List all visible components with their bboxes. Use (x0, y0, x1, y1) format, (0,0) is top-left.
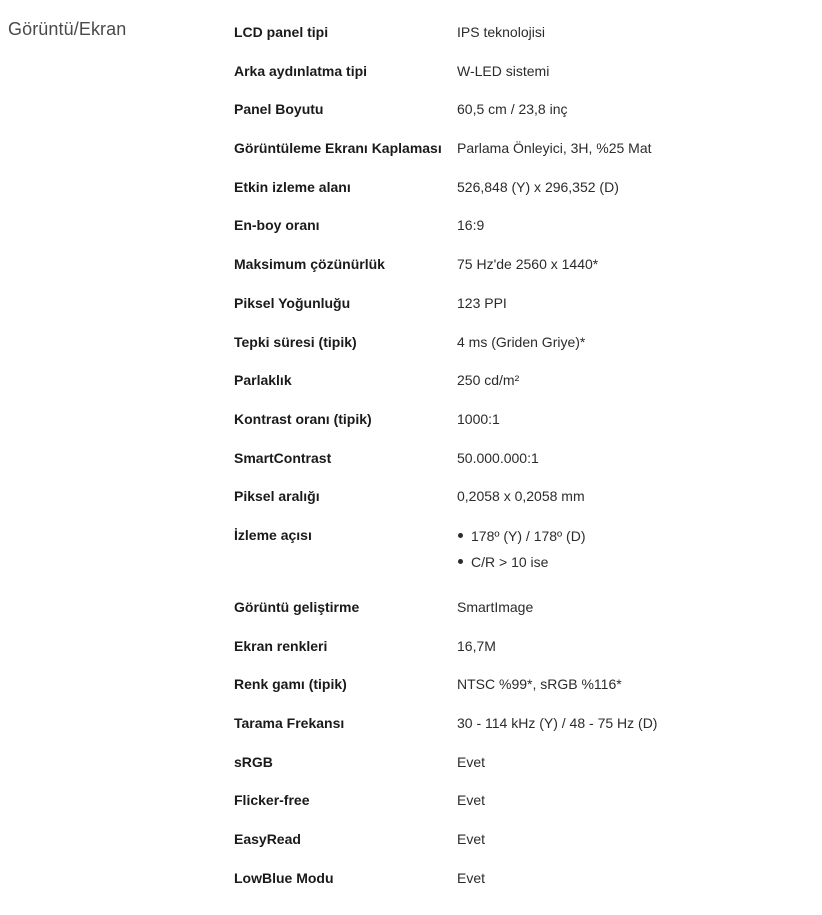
spec-label: Görüntü geliştirme (234, 598, 360, 615)
spec-row-lcd-panel-type (234, 20, 794, 59)
spec-label: Flicker-free (234, 792, 310, 809)
spec-row-image-enhancement (234, 595, 794, 634)
spec-value: 60,5 cm / 23,8 inç (457, 101, 568, 118)
spec-label: Görüntüleme Ekranı Kaplaması (234, 140, 442, 157)
spec-label: Ekran renkleri (234, 637, 328, 654)
list-item: C/R > 10 ise (457, 549, 794, 575)
spec-value: 30 - 114 kHz (Y) / 48 - 75 Hz (D) (457, 715, 658, 731)
spec-value: SmartImage (457, 598, 534, 615)
spec-value: Evet (457, 831, 486, 848)
spec-row-viewing-area (234, 175, 794, 214)
spec-label: Maksimum çözünürlük (234, 256, 385, 273)
spec-row-aspect-ratio (234, 213, 794, 252)
spec-row-color-gamut (234, 672, 794, 711)
spec-value: Evet (457, 792, 486, 809)
spec-row-scan-frequency (234, 711, 794, 750)
spec-row-smartcontrast (234, 446, 794, 485)
spec-value: 50.000.000:1 (457, 449, 539, 466)
section-title: Görüntü/Ekran (8, 19, 127, 39)
spec-table (234, 20, 794, 904)
spec-row-srgb (234, 750, 794, 789)
spec-row-backlight-type (234, 59, 794, 98)
spec-value: 123 PPI (457, 294, 507, 311)
spec-label: LCD panel tipi (234, 24, 329, 40)
spec-label: Parlaklık (234, 372, 292, 389)
spec-row-panel-size (234, 97, 794, 136)
spec-label: Kontrast oranı (tipik) (234, 410, 372, 427)
spec-label: Tarama Frekansı (234, 715, 345, 731)
spec-row-pixel-density (234, 291, 794, 330)
list-item: 178º (Y) / 178º (D) (457, 523, 794, 549)
spec-value: 4 ms (Griden Griye)* (457, 333, 586, 350)
spec-label: Renk gamı (tipik) (234, 676, 347, 693)
spec-value-list (457, 523, 794, 575)
spec-value: 1000:1 (457, 410, 500, 427)
spec-row-screen-coating (234, 136, 794, 175)
spec-row-response-time (234, 330, 794, 369)
spec-value: Evet (457, 869, 486, 886)
spec-value: 75 Hz'de 2560 x 1440* (457, 256, 599, 273)
spec-label: EasyRead (234, 831, 301, 848)
spec-label: Tepki süresi (tipik) (234, 333, 357, 350)
spec-row-display-colors (234, 634, 794, 673)
spec-row-pixel-pitch (234, 484, 794, 523)
spec-value: 16,7M (457, 637, 496, 654)
spec-label: Piksel aralığı (234, 488, 320, 505)
spec-value: Parlama Önleyici, 3H, %25 Mat (457, 140, 652, 157)
spec-row-viewing-angle (234, 523, 794, 595)
spec-value: 16:9 (457, 217, 485, 234)
spec-row-max-resolution (234, 252, 794, 291)
spec-value: W-LED sistemi (457, 62, 550, 79)
spec-label: SmartContrast (234, 449, 332, 466)
spec-label: sRGB (234, 753, 273, 770)
spec-value: 250 cd/m² (457, 372, 520, 389)
spec-label: Panel Boyutu (234, 101, 324, 118)
spec-row-contrast-ratio (234, 407, 794, 446)
spec-label: LowBlue Modu (234, 869, 334, 886)
spec-value: 0,2058 x 0,2058 mm (457, 488, 585, 505)
spec-row-brightness (234, 368, 794, 407)
spec-value: IPS teknolojisi (457, 24, 545, 40)
spec-label: İzleme açısı (234, 526, 312, 543)
spec-label: En-boy oranı (234, 217, 320, 234)
spec-value: NTSC %99*, sRGB %116* (457, 676, 622, 693)
spec-value: 526,848 (Y) x 296,352 (D) (457, 178, 619, 195)
spec-row-lowblue-mode (234, 866, 794, 905)
spec-label: Etkin izleme alanı (234, 178, 351, 195)
spec-row-easyread (234, 827, 794, 866)
spec-label: Piksel Yoğunluğu (234, 294, 351, 311)
spec-label: Arka aydınlatma tipi (234, 62, 368, 79)
spec-value: Evet (457, 753, 486, 770)
spec-row-flicker-free (234, 788, 794, 827)
